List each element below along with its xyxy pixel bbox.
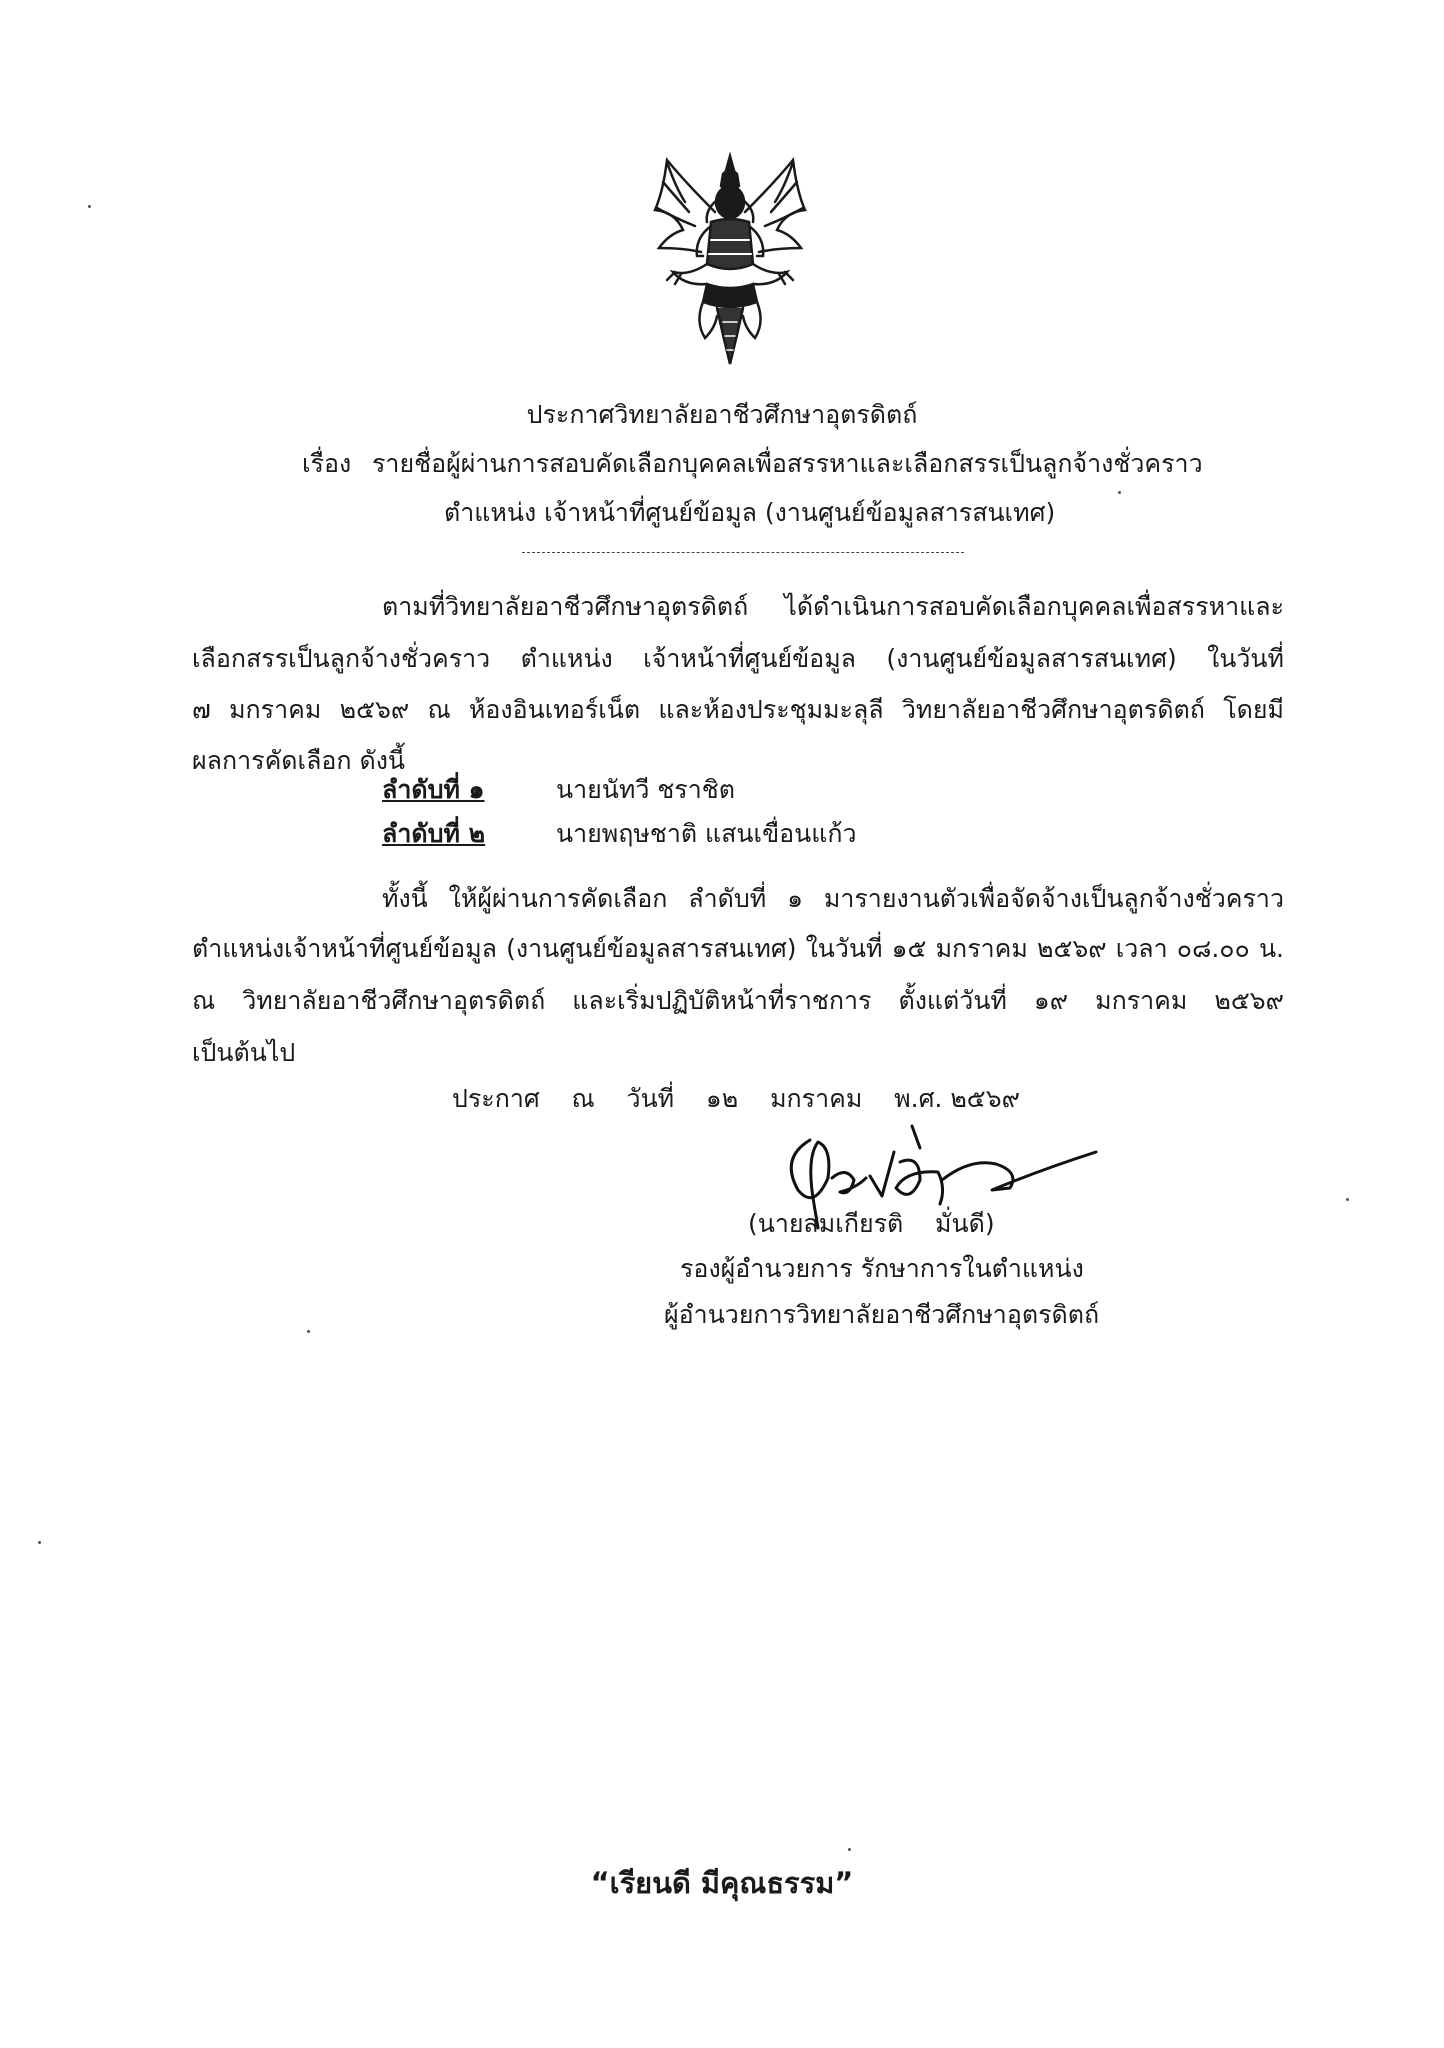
paragraph-1-line-4: ผลการคัดเลือก ดังนี้ [192, 746, 406, 775]
subject-line-1: รายชื่อผู้ผ่านการสอบคัดเลือกบุคคลเพื่อสรรหาและเลือกสรรเป็นลูกจ้างชั่วคราว [372, 449, 1203, 478]
subject-label: เรื่อง [302, 449, 352, 478]
paragraph-2-line-1: ทั้งนี้ ให้ผู้ผ่านการคัดเลือก ลำดับที่ ๑ มารายงานตัวเพื่อจัดจ้างเป็นลูกจ้างชั่วคราว [382, 884, 1284, 913]
rank-2-label: ลำดับที่ ๒ [382, 819, 486, 848]
rank-1-name: นายนัทวี ชราชิต [556, 775, 735, 804]
garuda-emblem-icon [645, 152, 815, 370]
scan-speck [848, 1848, 851, 1851]
announcement-date: ประกาศ ณ วันที่ ๑๒ มกราคม พ.ศ. ๒๕๖๙ [452, 1084, 1020, 1113]
scan-speck [88, 205, 91, 208]
paragraph-2-line-2: ตำแหน่งเจ้าหน้าที่ศูนย์ข้อมูล (งานศูนย์ข้อมูลสารสนเทศ) ในวันที่ ๑๕ มกราคม ๒๕๖๙ เวลา ๐๘.๐๐ น. [192, 934, 1284, 963]
header-divider [522, 552, 964, 553]
paragraph-1-line-3: ๗ มกราคม ๒๕๖๙ ณ ห้องอินเทอร์เน็ต และห้องประชุมมะลุลี วิทยาลัยอาชีวศึกษาอุตรดิตถ์ โดยมี [192, 695, 1284, 724]
paragraph-2-line-3: ณ วิทยาลัยอาชีวศึกษาอุตรดิตถ์ และเริ่มปฏิบัติหน้าที่ราชการ ตั้งแต่วันที่ ๑๙ มกราคม ๒๕๖๙ [192, 986, 1284, 1015]
rank-2-name: นายพฤษชาติ แสนเขื่อนแก้ว [556, 819, 857, 848]
scan-speck [1118, 491, 1121, 494]
paragraph-1-line-1: ตามที่วิทยาลัยอาชีวศึกษาอุตรดิตถ์ ได้ดำเนินการสอบคัดเลือกบุคคลเพื่อสรรหาและ [382, 592, 1284, 621]
rank-1-label: ลำดับที่ ๑ [382, 775, 485, 804]
signer-position-2: ผู้อำนวยการวิทยาลัยอาชีวศึกษาอุตรดิตถ์ [664, 1300, 1100, 1329]
footer-motto: “เรียนดี มีคุณธรรม” [590, 1866, 854, 1900]
subject-line-2: ตำแหน่ง เจ้าหน้าที่ศูนย์ข้อมูล (งานศูนย์ข้อมูลสารสนเทศ) [444, 498, 1056, 527]
signer-position-1: รองผู้อำนวยการ รักษาการในตำแหน่ง [680, 1254, 1084, 1283]
scan-speck [1346, 1198, 1349, 1201]
announcement-title: ประกาศวิทยาลัยอาชีวศึกษาอุตรดิตถ์ [526, 400, 918, 429]
scan-speck [38, 1541, 41, 1544]
signer-name: (นายสมเกียรติ มั่นดี) [748, 1209, 995, 1238]
paragraph-2-line-4: เป็นต้นไป [192, 1038, 296, 1067]
paragraph-1-line-2: เลือกสรรเป็นลูกจ้างชั่วคราว ตำแหน่ง เจ้าหน้าที่ศูนย์ข้อมูล (งานศูนย์ข้อมูลสารสนเทศ) ในวันที่ [192, 644, 1284, 673]
scan-speck [307, 1330, 310, 1333]
